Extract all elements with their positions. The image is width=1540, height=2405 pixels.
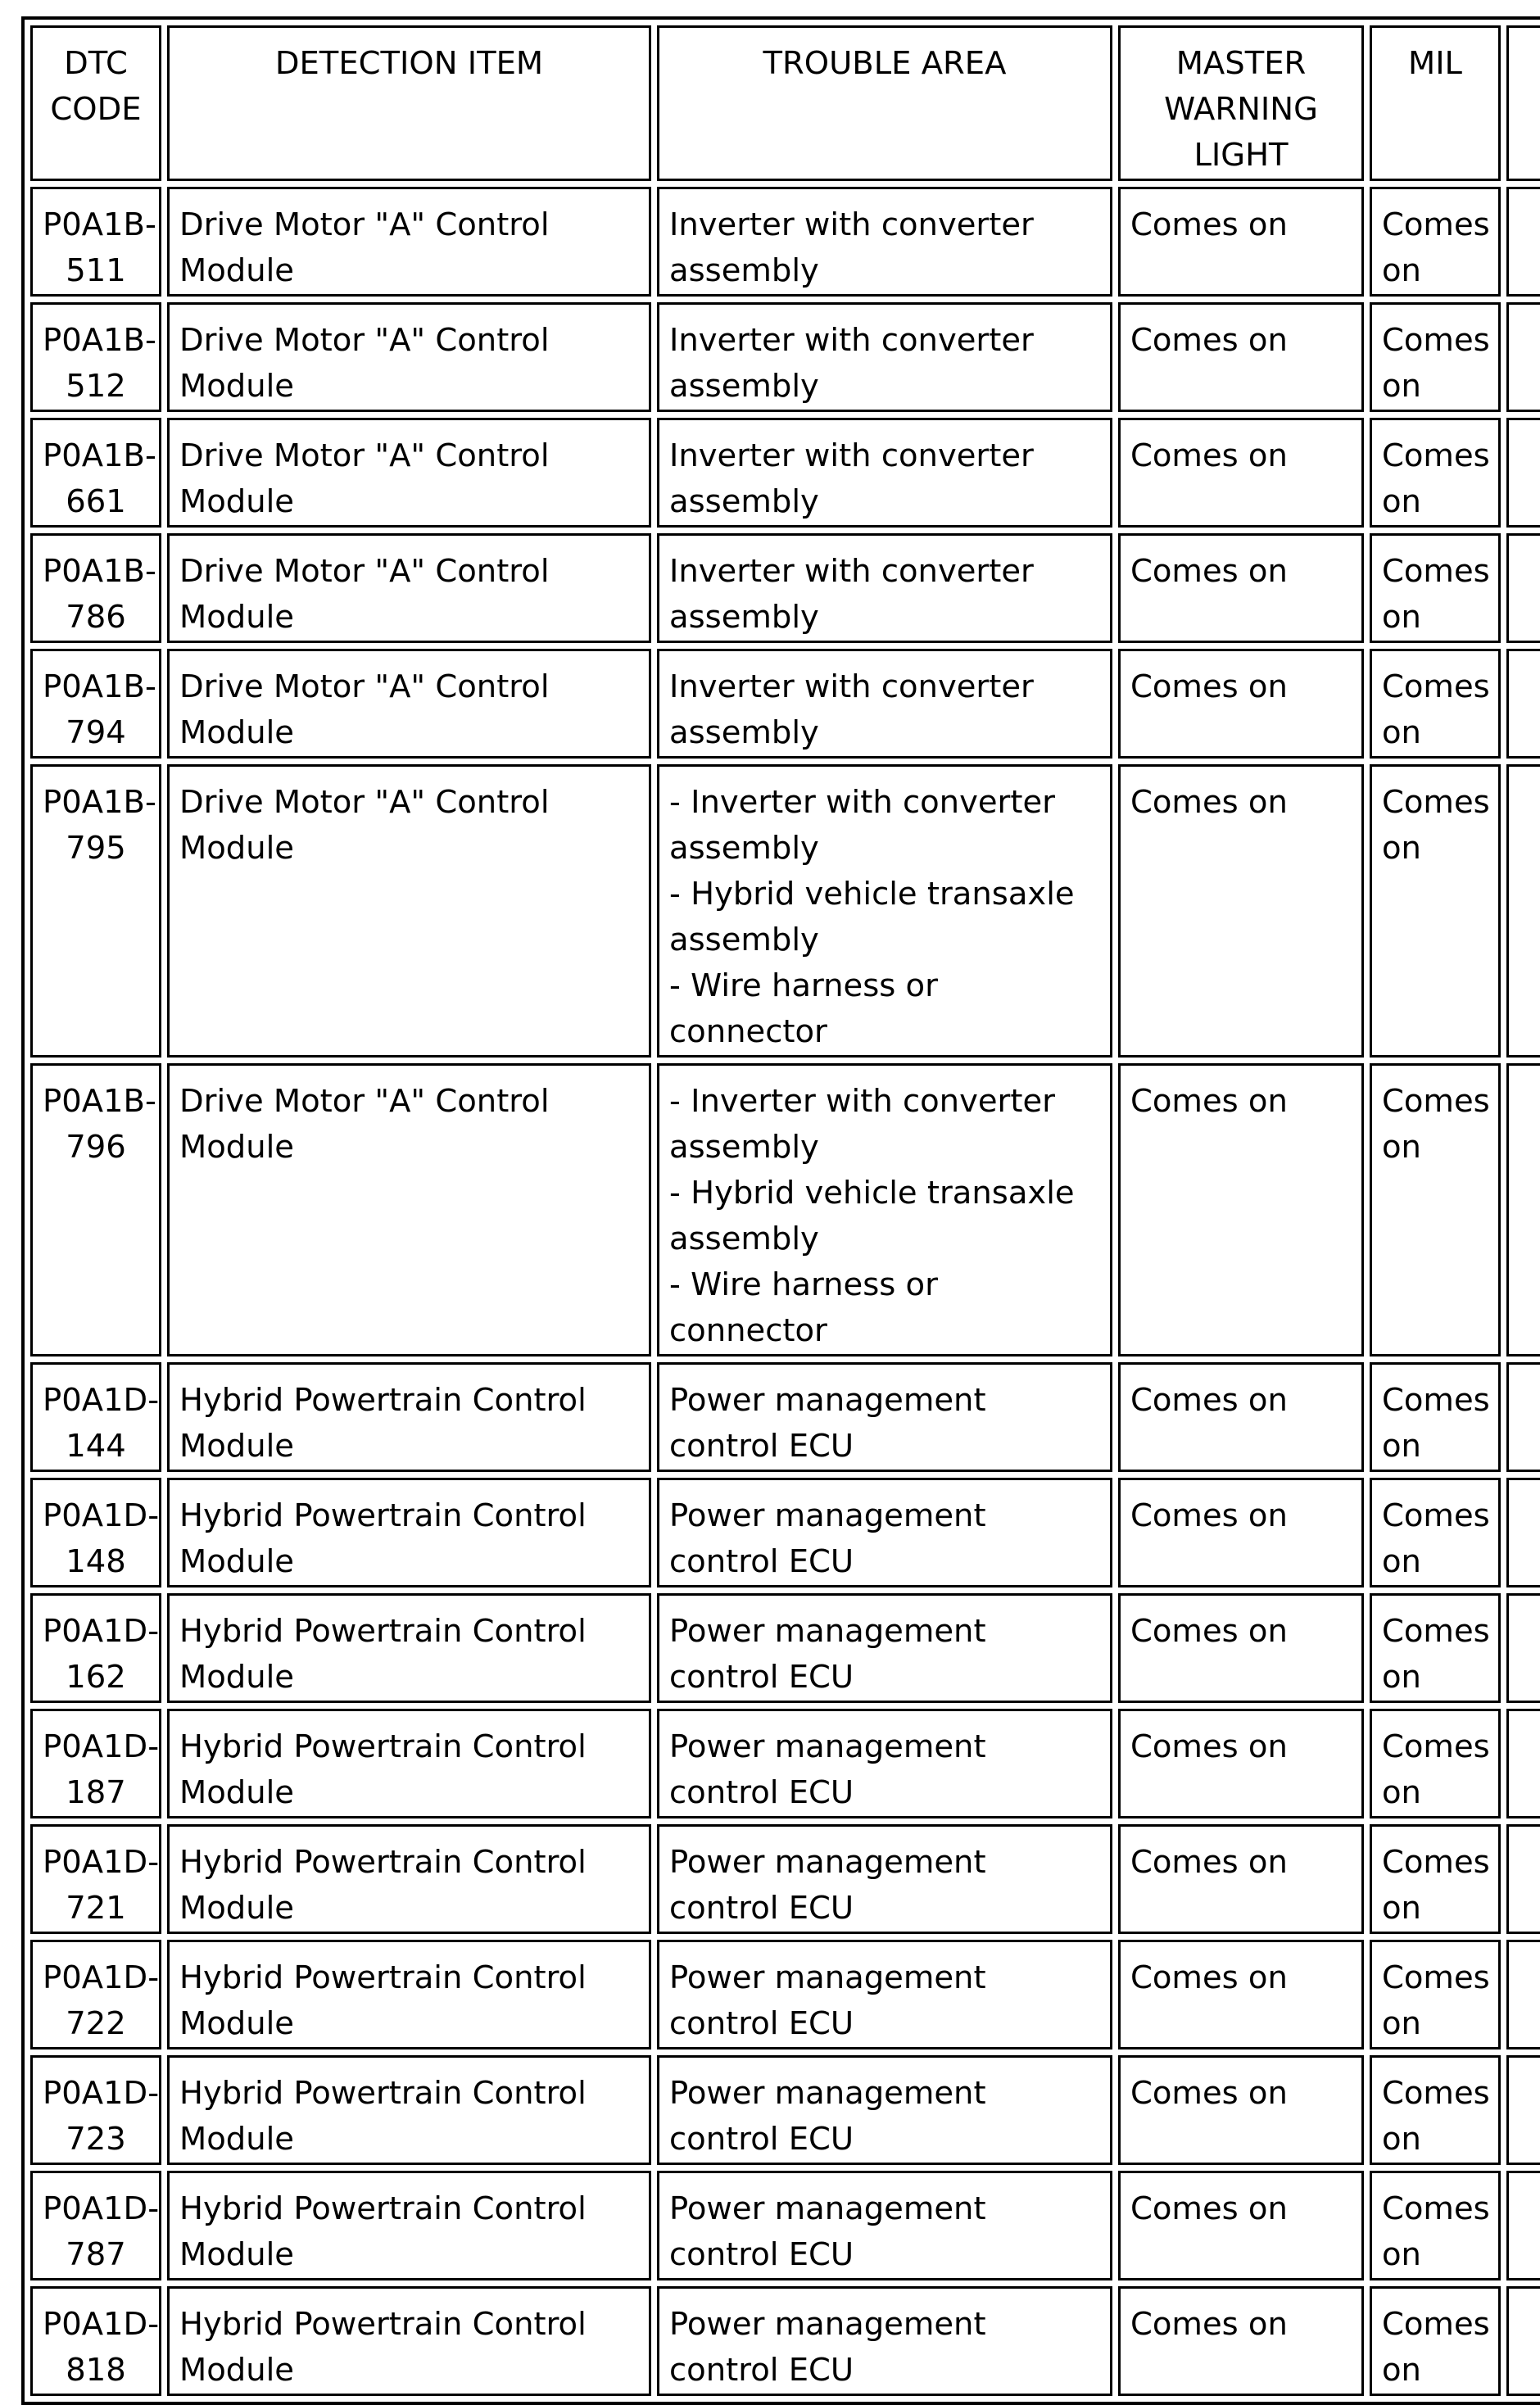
cut-off-cell [1506,1478,1540,1587]
detection-item-cell: Drive Motor "A" Control Module [167,418,651,528]
trouble-area-line: Power management control ECU [669,2075,986,2158]
detection-item-cell: Hybrid Powertrain Control Module [167,1824,651,1934]
trouble-area-cell [657,1709,1112,1818]
detection-item-cell: Drive Motor "A" Control Module [167,764,651,1058]
dtc-code-cell: P0A1D-722 [30,1940,161,2049]
trouble-area-cell [657,1824,1112,1934]
trouble-area-line: Power management control ECU [669,1382,986,1465]
header-detection-item: DETECTION ITEM [167,25,651,181]
table-row [30,2171,1540,2280]
dtc-code-cell: P0A1B-786 [30,533,161,643]
dtc-code-cell: P0A1D-144 [30,1362,161,1472]
trouble-area-line: Power management control ECU [669,1497,986,1580]
trouble-area-cell [657,649,1112,759]
cut-off-cell [1506,1593,1540,1703]
header-master-warning-light: MASTER WARNING LIGHT [1118,25,1364,181]
dtc-code-cell: P0A1D-187 [30,1709,161,1818]
detection-item-cell: Hybrid Powertrain Control Module [167,1593,651,1703]
dtc-code-cell: P0A1B-661 [30,418,161,528]
master-warning-light-cell: Comes on [1118,2055,1364,2165]
header-trouble-area: TROUBLE AREA [657,25,1112,181]
dtc-code-cell: P0A1D-162 [30,1593,161,1703]
header-dtc-code: DTC CODE [30,25,161,181]
trouble-area-line: Inverter with converter assembly [669,553,1034,636]
table-row [30,764,1540,1058]
master-warning-light-cell: Comes on [1118,1063,1364,1356]
master-warning-light-cell: Comes on [1118,302,1364,412]
master-warning-light-cell: Comes on [1118,1593,1364,1703]
trouble-area-cell [657,1362,1112,1472]
trouble-area-line: - Inverter with converter assembly [669,784,1055,867]
master-warning-light-cell: Comes on [1118,1709,1364,1818]
cut-off-cell [1506,764,1540,1058]
trouble-area-line: Power management control ECU [669,2306,986,2389]
trouble-area-cell [657,2055,1112,2165]
header-cut-off-column [1506,25,1540,181]
dtc-code-cell: P0A1B-511 [30,187,161,297]
cut-off-cell [1506,1940,1540,2049]
trouble-area-line: - Wire harness or connector [669,1266,938,1349]
table-row [30,2286,1540,2396]
dtc-code-cell: P0A1B-794 [30,649,161,759]
dtc-code-cell: P0A1B-795 [30,764,161,1058]
cut-off-cell [1506,418,1540,528]
trouble-area-cell [657,2171,1112,2280]
master-warning-light-cell: Comes on [1118,1824,1364,1934]
mil-cell: Comes on [1370,649,1501,759]
table-row [30,1709,1540,1818]
cut-off-cell [1506,2055,1540,2165]
table-row [30,649,1540,759]
cut-off-cell [1506,2286,1540,2396]
mil-cell: Comes on [1370,1362,1501,1472]
cut-off-cell [1506,1063,1540,1356]
dtc-code-cell: P0A1D-721 [30,1824,161,1934]
trouble-area-line: Inverter with converter assembly [669,206,1034,289]
trouble-area-cell [657,533,1112,643]
cut-off-cell [1506,302,1540,412]
mil-cell: Comes on [1370,1709,1501,1818]
mil-cell: Comes on [1370,1593,1501,1703]
trouble-area-line: Power management control ECU [669,1728,986,1811]
header-row [30,25,1540,181]
table-row [30,418,1540,528]
table-row [30,187,1540,297]
detection-item-cell: Hybrid Powertrain Control Module [167,2286,651,2396]
trouble-area-line: Power management control ECU [669,1844,986,1927]
trouble-area-cell [657,418,1112,528]
trouble-area-cell [657,1593,1112,1703]
trouble-area-cell [657,1063,1112,1356]
detection-item-cell: Drive Motor "A" Control Module [167,533,651,643]
master-warning-light-cell: Comes on [1118,2286,1364,2396]
trouble-area-line: Inverter with converter assembly [669,437,1034,520]
dtc-table [21,16,1540,2405]
mil-cell: Comes on [1370,187,1501,297]
dtc-code-cell: P0A1B-512 [30,302,161,412]
table-row [30,2055,1540,2165]
mil-cell: Comes on [1370,302,1501,412]
detection-item-cell: Drive Motor "A" Control Module [167,1063,651,1356]
master-warning-light-cell: Comes on [1118,533,1364,643]
table-row [30,1362,1540,1472]
cut-off-cell [1506,1709,1540,1818]
detection-item-cell: Hybrid Powertrain Control Module [167,1362,651,1472]
mil-cell: Comes on [1370,2171,1501,2280]
trouble-area-cell [657,1940,1112,2049]
master-warning-light-cell: Comes on [1118,1940,1364,2049]
mil-cell: Comes on [1370,1063,1501,1356]
trouble-area-cell [657,187,1112,297]
master-warning-light-cell: Comes on [1118,187,1364,297]
trouble-area-line: - Inverter with converter assembly [669,1083,1055,1166]
master-warning-light-cell: Comes on [1118,2171,1364,2280]
dtc-code-cell: P0A1D-818 [30,2286,161,2396]
trouble-area-line: Inverter with converter assembly [669,322,1034,405]
table-row [30,1478,1540,1587]
trouble-area-line: Power management control ECU [669,1959,986,2042]
cut-off-cell [1506,1362,1540,1472]
dtc-code-cell: P0A1B-796 [30,1063,161,1356]
detection-item-cell: Hybrid Powertrain Control Module [167,2055,651,2165]
mil-cell: Comes on [1370,533,1501,643]
table-row [30,302,1540,412]
mil-cell: Comes on [1370,1824,1501,1934]
trouble-area-line: - Hybrid vehicle transaxle assembly [669,876,1075,958]
table-row [30,1063,1540,1356]
trouble-area-line: Power management control ECU [669,2190,986,2273]
detection-item-cell: Drive Motor "A" Control Module [167,302,651,412]
table-row [30,1593,1540,1703]
cut-off-cell [1506,533,1540,643]
mil-cell: Comes on [1370,1940,1501,2049]
master-warning-light-cell: Comes on [1118,1478,1364,1587]
detection-item-cell: Drive Motor "A" Control Module [167,187,651,297]
dtc-code-cell: P0A1D-148 [30,1478,161,1587]
mil-cell: Comes on [1370,1478,1501,1587]
trouble-area-cell [657,2286,1112,2396]
trouble-area-line: - Wire harness or connector [669,967,938,1050]
cut-off-cell [1506,649,1540,759]
table-row [30,1940,1540,2049]
trouble-area-cell [657,302,1112,412]
table-row [30,1824,1540,1934]
trouble-area-line: - Hybrid vehicle transaxle assembly [669,1175,1075,1257]
detection-item-cell: Hybrid Powertrain Control Module [167,1709,651,1818]
detection-item-cell: Drive Motor "A" Control Module [167,649,651,759]
detection-item-cell: Hybrid Powertrain Control Module [167,1940,651,2049]
master-warning-light-cell: Comes on [1118,649,1364,759]
trouble-area-cell [657,764,1112,1058]
cut-off-cell [1506,187,1540,297]
master-warning-light-cell: Comes on [1118,764,1364,1058]
cut-off-cell [1506,1824,1540,1934]
dtc-code-cell: P0A1D-723 [30,2055,161,2165]
master-warning-light-cell: Comes on [1118,418,1364,528]
detection-item-cell: Hybrid Powertrain Control Module [167,1478,651,1587]
master-warning-light-cell: Comes on [1118,1362,1364,1472]
mil-cell: Comes on [1370,2286,1501,2396]
mil-cell: Comes on [1370,764,1501,1058]
mil-cell: Comes on [1370,2055,1501,2165]
detection-item-cell: Hybrid Powertrain Control Module [167,2171,651,2280]
mil-cell: Comes on [1370,418,1501,528]
dtc-table-body [30,187,1540,2396]
dtc-code-cell: P0A1D-787 [30,2171,161,2280]
trouble-area-line: Inverter with converter assembly [669,668,1034,751]
cut-off-cell [1506,2171,1540,2280]
trouble-area-cell [657,1478,1112,1587]
trouble-area-line: Power management control ECU [669,1613,986,1696]
header-mil: MIL [1370,25,1501,181]
table-row [30,533,1540,643]
